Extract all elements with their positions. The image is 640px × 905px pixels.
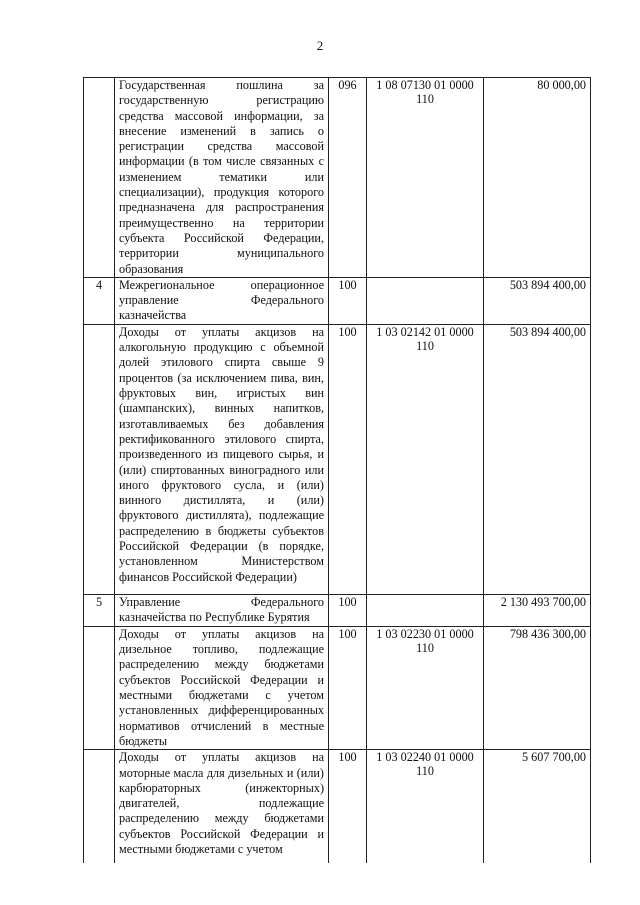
budget-code-cell: 1 03 02240 01 0000 110 (367, 750, 484, 863)
row-number-cell (84, 78, 115, 278)
row-number-cell: 5 (84, 594, 115, 626)
amount-cell: 5 607 700,00 (484, 750, 591, 863)
amount-cell: 2 130 493 700,00 (484, 594, 591, 626)
admin-code-cell: 100 (329, 626, 367, 749)
admin-code-cell: 100 (329, 594, 367, 626)
admin-code-cell: 096 (329, 78, 367, 278)
row-number-cell (84, 750, 115, 863)
row-name-cell: Межрегиональное операционное управление Федерального казначейства (115, 277, 329, 324)
admin-code-cell: 100 (329, 750, 367, 863)
row-number-cell: 4 (84, 277, 115, 324)
row-name-cell: Доходы от уплаты акцизов на алкогольную продукцию с объемной долей этилового спирта свыше 9 процентов (за исключением пива, вин, фруктовых вин, игристых вин (шампанских), винных напитков, изготавливаемых без добавления ректификованного этилового спирта, произведенного из пищевого сырья, и (или) спиртованных виноградного или иного фруктового сусла, и (или) винного дистиллята, и (или) фруктового дистиллята), подлежащие распределению в бюджеты субъектов Российской Федерации (в порядке, установленном Министерством финансов Российской Федерации) (115, 324, 329, 594)
table-row (84, 78, 591, 278)
revenue-table (83, 77, 591, 863)
table-row (84, 594, 591, 626)
admin-code-cell: 100 (329, 324, 367, 594)
row-number-cell (84, 626, 115, 749)
row-number-cell (84, 324, 115, 594)
table-row (84, 750, 591, 863)
amount-cell: 80 000,00 (484, 78, 591, 278)
budget-code-cell (367, 277, 484, 324)
amount-cell: 798 436 300,00 (484, 626, 591, 749)
row-name-cell: Доходы от уплаты акцизов на дизельное топливо, подлежащие распределению между бюджетами субъектов Российской Федерации и местными бюджетами с учетом установленных дифференцированных нормативов отчислений в местные бюджеты (115, 626, 329, 749)
budget-code-cell: 1 03 02142 01 0000 110 (367, 324, 484, 594)
table-row (84, 626, 591, 749)
admin-code-cell: 100 (329, 277, 367, 324)
row-name-cell: Управление Федерального казначейства по Республике Бурятия (115, 594, 329, 626)
budget-code-cell: 1 03 02230 01 0000 110 (367, 626, 484, 749)
row-name-cell: Доходы от уплаты акцизов на моторные масла для дизельных и (или) карбюраторных (инжекторных) двигателей, подлежащие распределению между бюджетами субъектов Российской Федерации и местными бюджетами с учетом (115, 750, 329, 863)
amount-cell: 503 894 400,00 (484, 277, 591, 324)
budget-code-cell: 1 08 07130 01 0000 110 (367, 78, 484, 278)
table-row (84, 277, 591, 324)
table-row (84, 324, 591, 594)
row-name-cell: Государственная пошлина за государственную регистрацию средства массовой информации, за внесение изменений в запись о регистрации средства массовой информации (в том числе связанных с изменением тематики или специализации), продукция которого предназначена для распространения преимущественно на территории субъекта Российской Федерации, территории муниципального образования (115, 78, 329, 278)
amount-cell: 503 894 400,00 (484, 324, 591, 594)
page-number: 2 (316, 38, 324, 53)
budget-code-cell (367, 594, 484, 626)
